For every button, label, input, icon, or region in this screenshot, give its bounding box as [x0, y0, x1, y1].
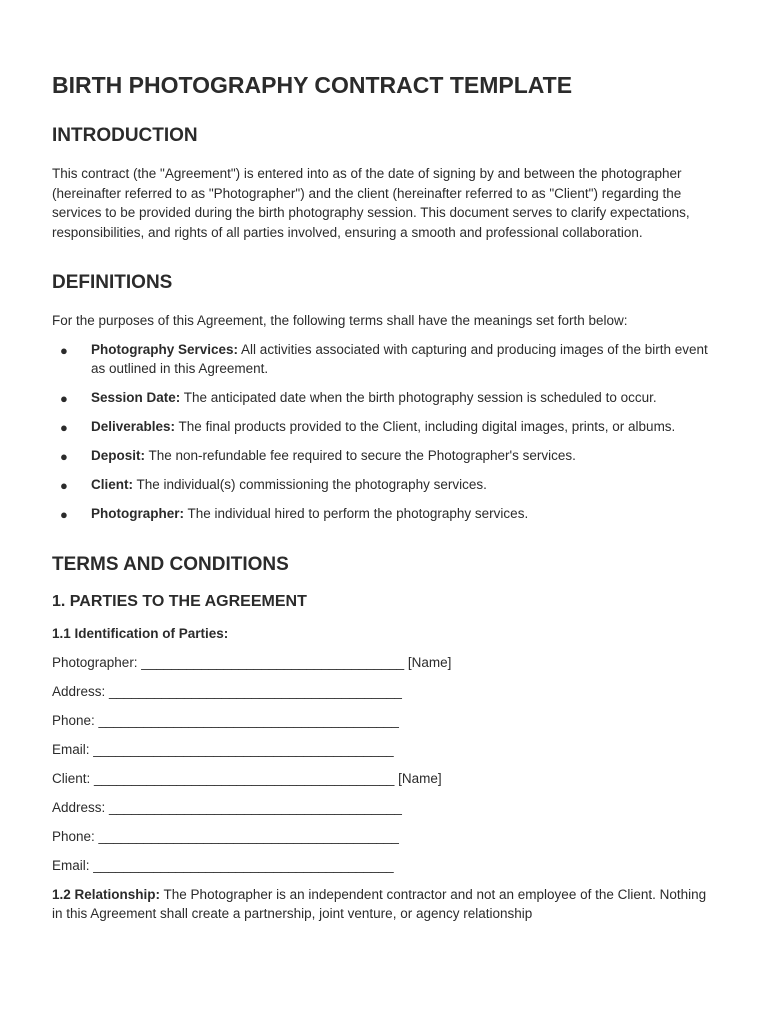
bullet-icon: ● — [60, 478, 68, 493]
definition-term: Photographer: — [91, 506, 184, 521]
parties-heading: 1. PARTIES TO THE AGREEMENT — [52, 592, 307, 610]
client-name-field: Client: ________________________________________ [Name] — [52, 770, 442, 786]
introduction-heading: INTRODUCTION — [52, 125, 198, 146]
introduction-text: This contract (the "Agreement") is entered into as of the date of signing by and between the photographer (hereinafter referred to as "Photographer") and the client (hereinafter referred to as "Client") regarding the services to be provided during the birth photography session. This document serves to clarify expectations, responsibilities, and rights of all parties involved, ensuring a smooth and professional collaboration. — [52, 166, 690, 240]
definition-text: The anticipated date when the birth photography session is scheduled to occur. — [180, 390, 657, 405]
client-email-field: Email: ________________________________________ — [52, 857, 394, 873]
bullet-icon: ● — [60, 449, 68, 464]
definition-item — [52, 417, 718, 437]
bullet-icon: ● — [60, 507, 68, 522]
photographer-address-field: Address: _______________________________________ — [52, 683, 402, 699]
definition-term: Client: — [91, 477, 133, 492]
definitions-heading: DEFINITIONS — [52, 272, 173, 293]
definition-item — [52, 446, 718, 466]
definition-item — [52, 388, 718, 408]
client-phone-field: Phone: ________________________________________ — [52, 828, 399, 844]
relationship-text: The Photographer is an independent contractor and not an employee of the Client. Nothing in this Agreement shall create a partnership, joint venture, or agency relationship — [52, 886, 707, 921]
client-address-field: Address: _______________________________________ — [52, 799, 402, 815]
definition-term: Session Date: — [91, 390, 181, 405]
definition-term: Deposit: — [91, 448, 145, 463]
photographer-email-field: Email: ________________________________________ — [52, 741, 394, 757]
identification-heading: 1.1 Identification of Parties: — [52, 625, 229, 641]
definition-item — [52, 504, 718, 524]
bullet-icon: ● — [60, 420, 68, 435]
definition-item — [52, 340, 718, 379]
definition-text: All activities associated with capturing and producing images of the birth event as outlined in this Agreement. — [91, 341, 708, 376]
definition-text: The final products provided to the Client, including digital images, prints, or albums. — [175, 419, 676, 434]
relationship-paragraph — [52, 885, 718, 924]
document-title: BIRTH PHOTOGRAPHY CONTRACT TEMPLATE — [52, 72, 573, 98]
photographer-phone-field: Phone: ________________________________________ — [52, 712, 399, 728]
bullet-icon: ● — [60, 391, 68, 406]
relationship-term: 1.2 Relationship: — [52, 886, 161, 902]
terms-heading: TERMS AND CONDITIONS — [52, 553, 289, 575]
definition-term: Deliverables: — [91, 419, 176, 434]
definitions-intro: For the purposes of this Agreement, the following terms shall have the meanings set forth below: — [52, 313, 628, 328]
photographer-name-field: Photographer: ___________________________________ [Name] — [52, 654, 452, 670]
definition-text: The non-refundable fee required to secure the Photographer's services. — [145, 448, 576, 463]
definition-item — [52, 475, 718, 495]
definitions-list — [52, 340, 718, 524]
definition-term: Photography Services: — [91, 341, 239, 357]
bullet-icon: ● — [60, 342, 68, 358]
definition-text: The individual(s) commissioning the photography services. — [133, 477, 487, 492]
definition-text: The individual hired to perform the photography services. — [184, 506, 529, 521]
